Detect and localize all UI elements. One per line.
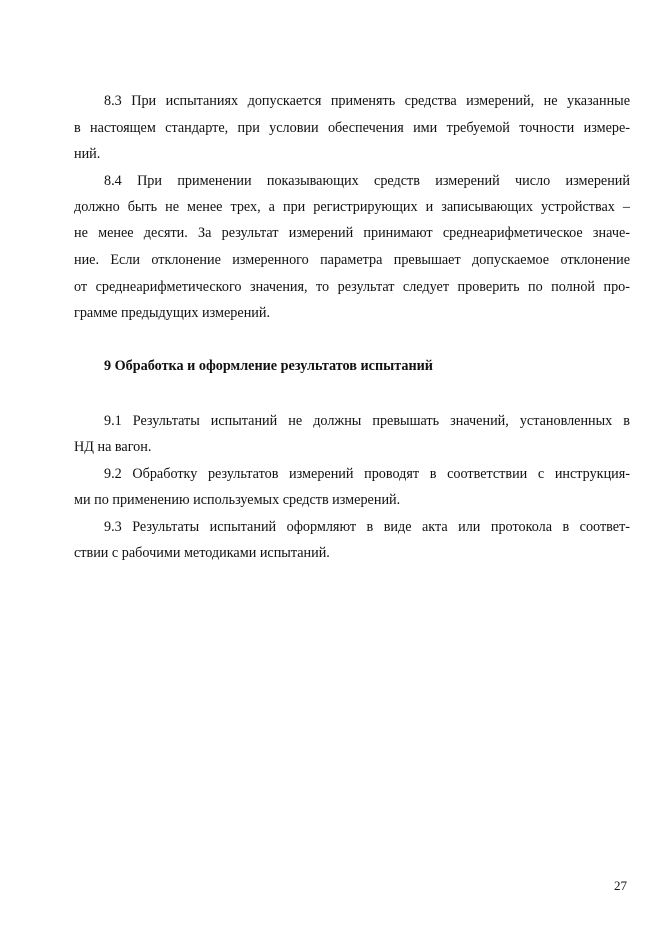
text-line: ние. Если отклонение измеренного параметра превышает допускаемое отклонение [74,252,630,268]
text-line: ствии с рабочими методиками испытаний. [74,545,330,561]
text-line: 9.1 Результаты испытаний не должны превышать значений, установленных в [104,413,630,429]
text-line: 8.3 При испытаниях допускается применять средства измерений, не указанные [104,93,630,109]
text-line: ний. [74,146,101,162]
text-line: 9.3 Результаты испытаний оформляют в виде акта или протокола в соответ- [104,519,630,535]
text-line: 9.2 Обработку результатов измерений проводят в соответствии с инструкция- [104,466,630,482]
text-line: должно быть не менее трех, а при регистрирующих и записывающих устройствах – [74,199,630,215]
page-number: 27 [614,878,627,893]
text-line: 8.4 При применении показывающих средств измерений число измерений [104,173,630,189]
text-line: в настоящем стандарте, при условии обеспечения ими требуемой точности измере- [74,120,630,136]
text-line: грамме предыдущих измерений. [74,305,271,321]
text-line: ми по применению используемых средств измерений. [74,492,401,508]
text-line: от среднеарифметического значения, то результат следует проверить по полной про- [74,279,630,295]
text-line: не менее десяти. За результат измерений принимают среднеарифметическое значе- [74,225,630,241]
section-heading: 9 Обработка и оформление результатов испытаний [104,358,433,374]
text-line: НД на вагон. [74,439,152,455]
